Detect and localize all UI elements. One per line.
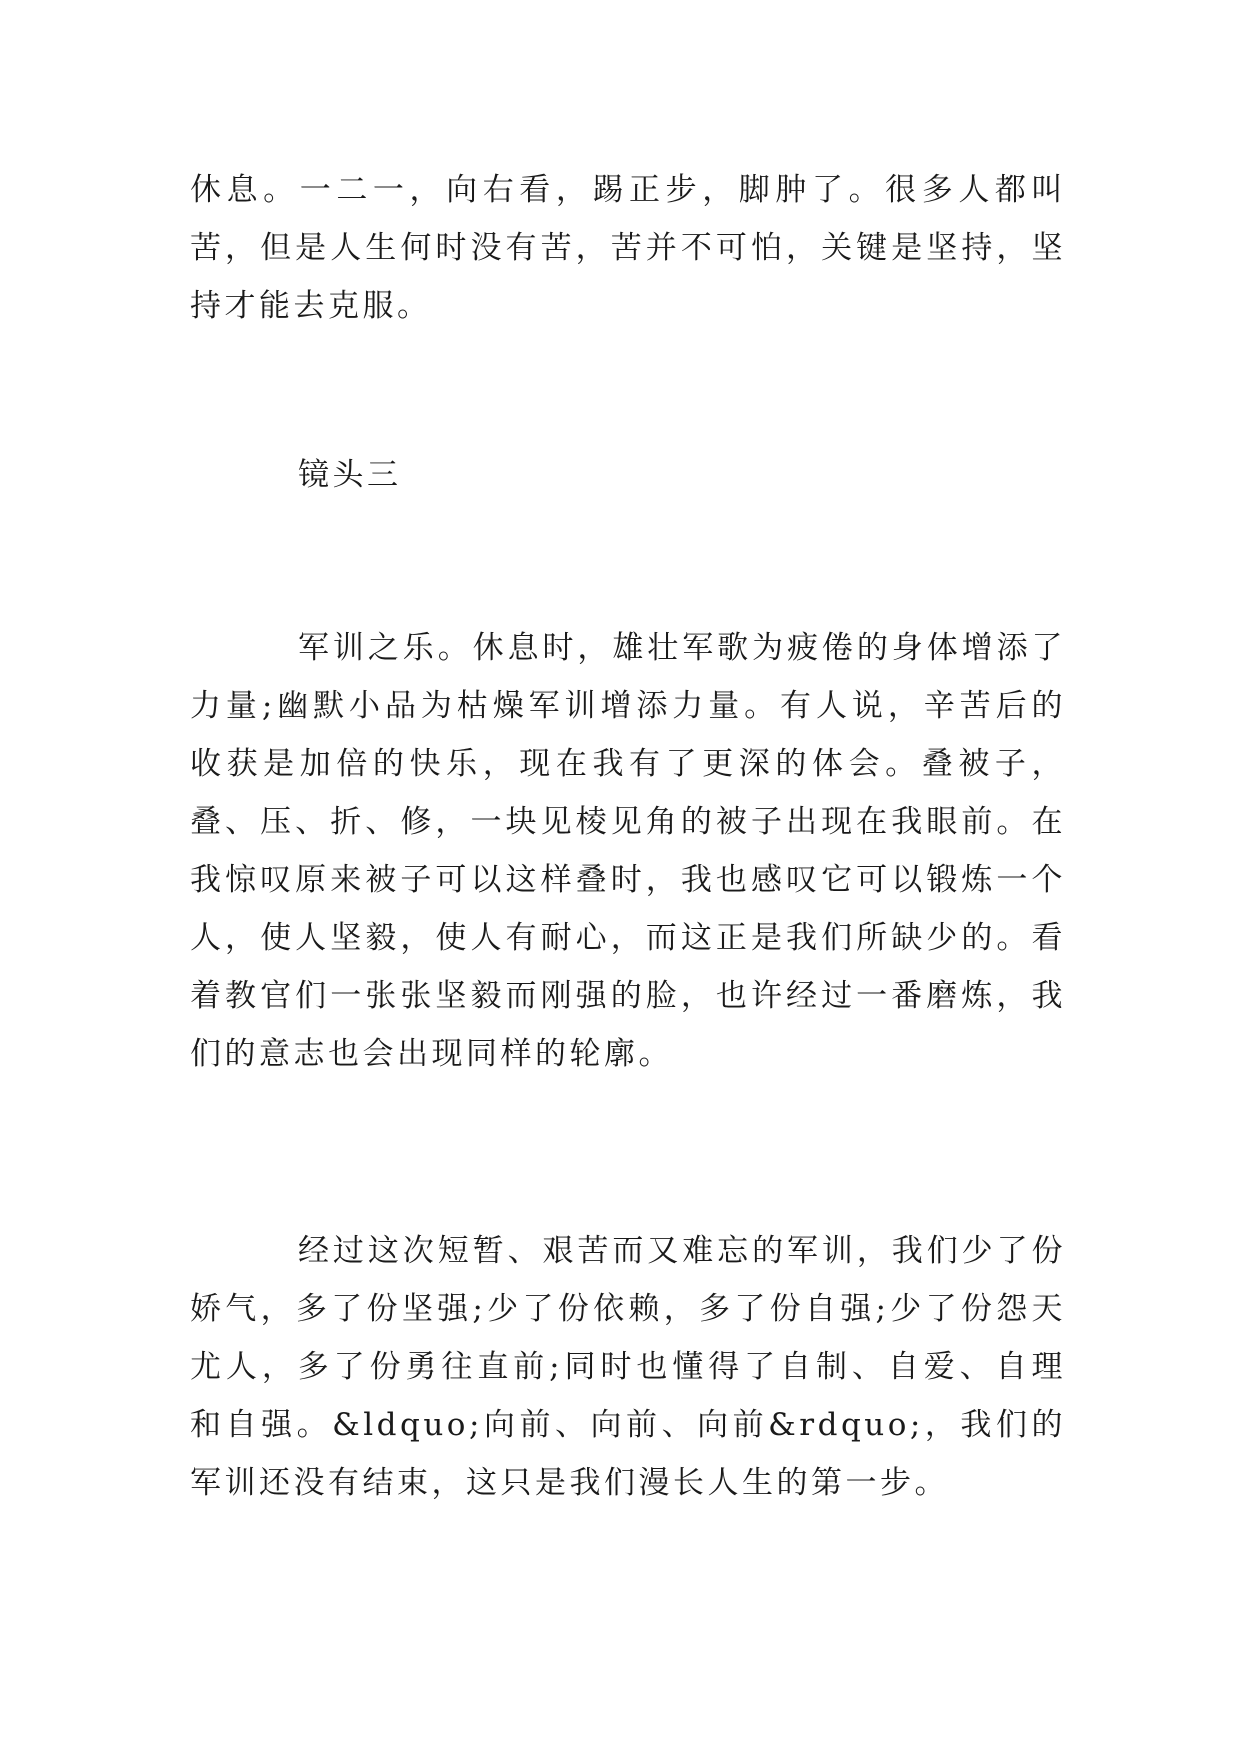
- paragraph-3: 经过这次短暂、艰苦而又难忘的军训，我们少了份娇气，多了份坚强;少了份依赖，多了份自强;少了份怨天尤人，多了份勇往直前;同时也懂得了自制、自爱、自理和自强。&ldquo;向前、向前、向前&rdquo;，我们的军训还没有结束，这只是我们漫长人生的第一步。: [190, 1233, 1066, 1501]
- paragraph-2: 军训之乐。休息时，雄壮军歌为疲倦的身体增添了力量;幽默小品为枯燥军训增添力量。有人说，辛苦后的收获是加倍的快乐，现在我有了更深的体会。叠被子，叠、压、折、修，一块见棱见角的被子出现在我眼前。在我惊叹原来被子可以这样叠时，我也感叹它可以锻炼一个人，使人坚毅，使人有耐心，而这正是我们所缺少的。看着教官们一张张坚毅而刚强的脸，也许经过一番磨炼，我们的意志也会出现同样的轮廓。: [190, 630, 1066, 1072]
- section-heading: 镜头三: [298, 457, 402, 493]
- paragraph-1: 休息。一二一，向右看，踢正步，脚肿了。很多人都叫苦，但是人生何时没有苦，苦并不可怕，关键是坚持，坚持才能去克服。: [190, 172, 1066, 324]
